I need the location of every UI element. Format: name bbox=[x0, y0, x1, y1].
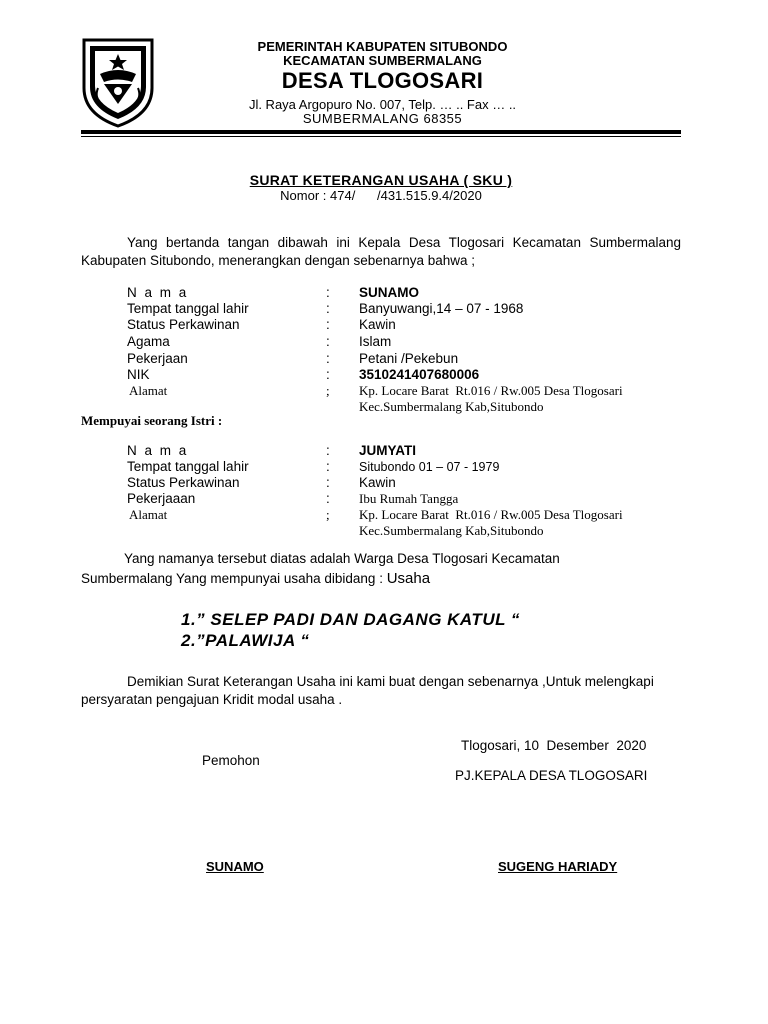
applicant-marital-row bbox=[127, 317, 687, 333]
applicant-name: SUNAMO bbox=[359, 285, 419, 300]
field-separator: : bbox=[326, 443, 330, 458]
wife-birth-row bbox=[127, 459, 687, 475]
letterhead-village: DESA TLOGOSARI bbox=[281, 68, 484, 93]
field-separator: : bbox=[326, 459, 330, 474]
field-separator: : bbox=[326, 351, 330, 366]
applicant-address-line1: Kp. Locare Barat Rt.016 / Rw.005 Desa Tlogosari bbox=[359, 383, 623, 398]
field-separator: : bbox=[326, 334, 330, 349]
applicant-occupation: Petani /Pekebun bbox=[359, 351, 459, 366]
letterhead-district: KECAMATAN SUMBERMALANG bbox=[283, 53, 482, 68]
wife-address-row-2 bbox=[127, 523, 687, 539]
field-label: Tempat tanggal lahir bbox=[127, 459, 249, 474]
document-number: Nomor : 474/ /431.515.9.4/2020 bbox=[280, 188, 482, 203]
applicant-nik-row bbox=[127, 367, 687, 383]
field-label: Alamat bbox=[129, 383, 168, 398]
field-separator: : bbox=[326, 285, 330, 300]
statement-text: Sumbermalang Yang mempunyai usaha dibidang : bbox=[81, 571, 387, 586]
letterhead-city: SUMBERMALANG 68355 bbox=[302, 111, 463, 126]
letterhead-address: Jl. Raya Argopuro No. 007, Telp. … .. Fax … .. bbox=[248, 97, 517, 112]
business-item-2: 2.”PALAWIJA “ bbox=[181, 631, 310, 650]
place-date: Tlogosari, 10 Desember 2020 bbox=[461, 738, 647, 753]
field-separator: : bbox=[326, 317, 330, 332]
applicant-birth: Banyuwangi,14 – 07 - 1968 bbox=[359, 301, 524, 316]
applicant-address-row bbox=[127, 383, 687, 399]
field-label: Pekerjaaan bbox=[127, 491, 196, 506]
field-label: N a m a bbox=[127, 285, 189, 300]
applicant-religion-row bbox=[127, 334, 687, 350]
wife-name-row bbox=[127, 443, 687, 459]
field-separator: : bbox=[326, 491, 330, 506]
official-role: PJ.KEPALA DESA TLOGOSARI bbox=[455, 768, 648, 783]
closing-paragraph: Demikian Surat Keterangan Usaha ini kami buat dengan sebenarnya ,Untuk melengkapi persyaratan pengajuan Kridit modal usaha . bbox=[81, 674, 654, 707]
field-separator: ; bbox=[326, 383, 330, 398]
regency-emblem bbox=[80, 36, 156, 128]
wife-address-line1: Kp. Locare Barat Rt.016 / Rw.005 Desa Tlogosari bbox=[359, 507, 623, 522]
letterhead-government: PEMERINTAH KABUPATEN SITUBONDO bbox=[257, 39, 508, 54]
letterhead-divider-thin bbox=[81, 136, 681, 137]
applicant-signature-name: SUNAMO bbox=[206, 859, 264, 874]
applicant-role: Pemohon bbox=[202, 753, 260, 768]
wife-occupation-row bbox=[127, 491, 687, 507]
applicant-occupation-row bbox=[127, 351, 687, 367]
wife-occupation: Ibu Rumah Tangga bbox=[359, 491, 459, 506]
wife-address-row bbox=[127, 507, 687, 523]
field-label: Pekerjaan bbox=[127, 351, 188, 366]
intro-paragraph: Yang bertanda tangan dibawah ini Kepala Desa Tlogosari Kecamatan Sumbermalang Kabupaten Situbondo, menerangkan dengan sebenarnya bahwa ; bbox=[81, 235, 681, 268]
statement-line-2 bbox=[81, 570, 430, 587]
applicant-address-line2: Kec.Sumbermalang Kab,Situbondo bbox=[359, 399, 544, 414]
wife-heading: Mempuyai seorang Istri : bbox=[81, 413, 223, 428]
applicant-name-row bbox=[127, 285, 687, 301]
field-separator: ; bbox=[326, 507, 330, 522]
field-label: Agama bbox=[127, 334, 170, 349]
field-separator: : bbox=[326, 367, 330, 382]
field-label: Status Perkawinan bbox=[127, 475, 240, 490]
field-label: Alamat bbox=[129, 507, 168, 522]
document-title: SURAT KETERANGAN USAHA ( SKU ) bbox=[249, 172, 513, 188]
statement-line-1: Yang namanya tersebut diatas adalah Warga Desa Tlogosari Kecamatan bbox=[124, 551, 560, 566]
wife-name: JUMYATI bbox=[359, 443, 417, 458]
field-label: N a m a bbox=[127, 443, 189, 458]
wife-address-line2: Kec.Sumbermalang Kab,Situbondo bbox=[359, 523, 544, 538]
wife-marital-status: Kawin bbox=[359, 475, 396, 490]
business-item-1: 1.” SELEP PADI DAN DAGANG KATUL “ bbox=[181, 610, 520, 629]
field-label: Tempat tanggal lahir bbox=[127, 301, 249, 316]
statement-business-field: Usaha bbox=[386, 570, 431, 587]
wife-birth: Situbondo 01 – 07 - 1979 bbox=[359, 460, 500, 474]
applicant-marital-status: Kawin bbox=[359, 317, 396, 332]
field-separator: : bbox=[326, 475, 330, 490]
applicant-religion: Islam bbox=[359, 334, 392, 349]
official-signature-name: SUGENG HARIADY bbox=[498, 859, 618, 874]
wife-marital-row bbox=[127, 475, 687, 491]
field-label: NIK bbox=[127, 367, 150, 382]
field-separator: : bbox=[326, 301, 330, 316]
applicant-nik: 3510241407680006 bbox=[359, 367, 480, 382]
letterhead-divider-thick bbox=[81, 130, 681, 134]
field-label: Status Perkawinan bbox=[127, 317, 240, 332]
applicant-birth-row bbox=[127, 301, 687, 317]
